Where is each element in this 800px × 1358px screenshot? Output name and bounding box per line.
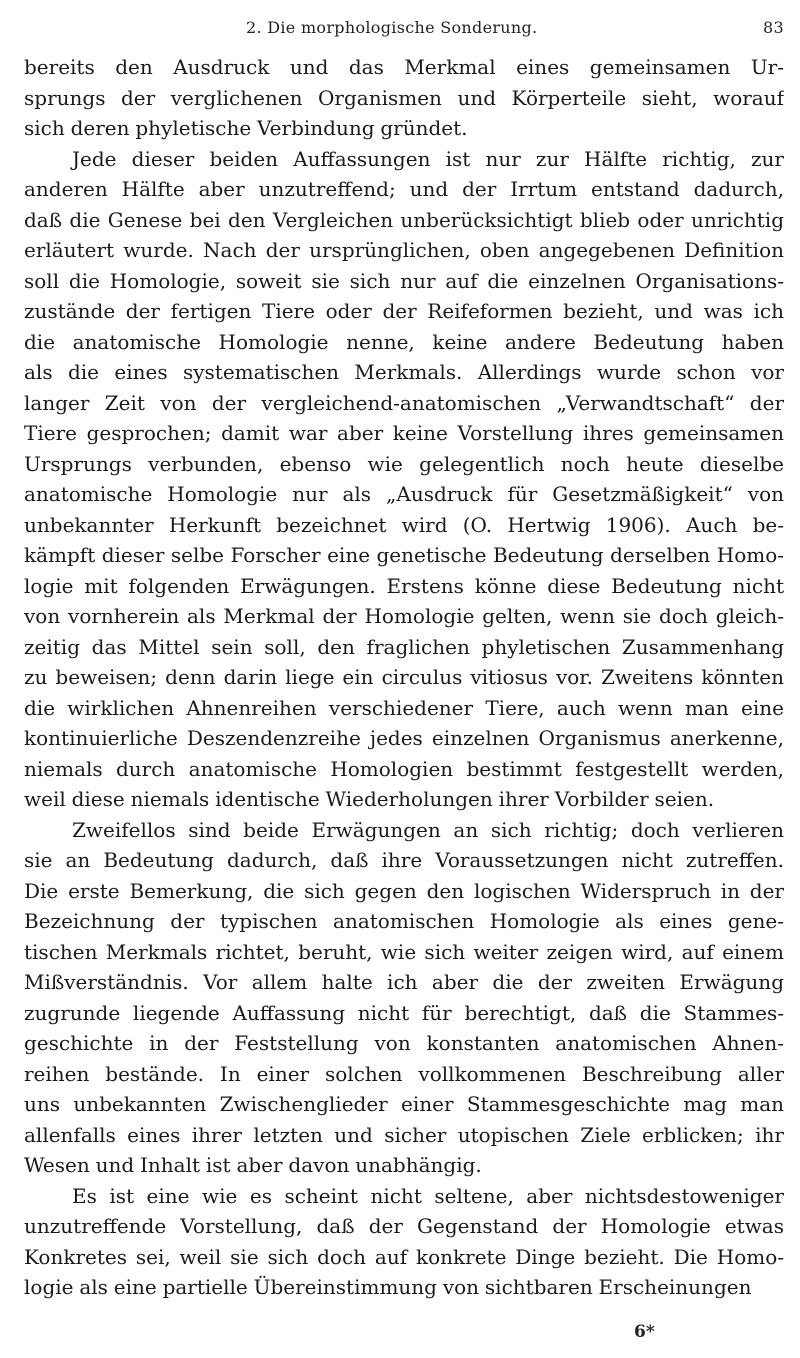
printer-signature: 6* — [634, 1322, 655, 1342]
text-line: kämpft dieser selbe Forscher eine genetische Bedeutung derselben Homo- — [24, 543, 784, 567]
text-line: tischen Merkmals richtet, beruht, wie sich weiter zeigen wird, auf einem — [24, 939, 784, 964]
text-line: zeitig das Mittel sein soll, den fraglichen phyletischen Zusammenhang — [24, 634, 784, 659]
paragraph — [24, 52, 784, 144]
text-line: sie an Bedeutung dadurch, daß ihre Voraussetzungen nicht zutreffen. — [24, 848, 784, 872]
text-line: geschichte in der Feststellung von konstanten anatomischen Ahnen- — [24, 1031, 784, 1055]
text-line: Mißverständnis. Vor allem halte ich aber die der zweiten Erwägung — [24, 970, 784, 994]
text-line: die anatomische Homologie nenne, keine andere Bedeutung haben — [24, 329, 784, 354]
book-page — [24, 18, 784, 1303]
body-text — [24, 52, 784, 1303]
text-line: zugrunde liegende Auffassung nicht für berechtigt, daß die Stammes- — [24, 1000, 784, 1025]
text-line: zustände der fertigen Tiere oder der Reifeformen bezieht, und was ich — [24, 299, 784, 323]
text-line: reihen bestände. In einer solchen vollkommenen Beschreibung aller — [24, 1061, 784, 1086]
text-line: bereits den Ausdruck und das Merkmal eines gemeinsamen Ur- — [24, 55, 784, 79]
text-line: sprungs der verglichenen Organismen und Körperteile sieht, worauf — [24, 85, 784, 110]
text-line: langer Zeit von der vergleichend-anatomischen „Verwandtschaft“ der — [24, 390, 784, 415]
text-line: Tiere gesprochen; damit war aber keine Vorstellung ihres gemeinsamen — [24, 421, 784, 445]
text-line: die wirklichen Ahnenreihen verschiedener Tiere, auch wenn man eine — [24, 695, 784, 720]
text-line: niemals durch anatomische Homologien bestimmt festgestellt werden, — [24, 756, 784, 781]
text-line: logie mit folgenden Erwägungen. Erstens könne diese Bedeutung nicht — [24, 573, 784, 598]
text-line: daß die Genese bei den Vergleichen unberücksichtigt blieb oder unrichtig — [24, 207, 784, 232]
text-line: Ursprungs verbunden, ebenso wie gelegentlich noch heute dieselbe — [24, 451, 784, 476]
text-line: als die eines systematischen Merkmals. Allerdings wurde schon vor — [24, 360, 784, 384]
text-line: uns unbekannten Zwischenglieder einer Stammesgeschichte mag man — [24, 1092, 784, 1116]
text-line: sich deren phyletische Verbindung gründet. — [24, 116, 468, 140]
page-number: 83 — [763, 18, 784, 37]
text-line: allenfalls eines ihrer letzten und sicher utopischen Ziele erblicken; ihr — [24, 1122, 784, 1147]
text-line: logie als eine partielle Übereinstimmung von sichtbaren Erscheinungen — [24, 1275, 752, 1299]
paragraph — [24, 1181, 784, 1303]
text-line: von vornherein als Merkmal der Homologie gelten, wenn sie doch gleich- — [24, 604, 784, 628]
text-line: weil diese niemals identische Wiederholungen ihrer Vorbilder seien. — [24, 787, 715, 811]
text-line: zu beweisen; denn darin liege ein circulus vitiosus vor. Zweitens könnten — [24, 665, 784, 689]
text-line: anatomische Homologie nur als „Ausdruck für Gesetzmäßigkeit“ von — [24, 482, 784, 506]
text-line: erläutert wurde. Nach der ursprünglichen, oben angegebenen Definition — [24, 238, 784, 262]
text-line: Bezeichnung der typischen anatomischen Homologie als eines gene- — [24, 909, 784, 933]
paragraph — [24, 815, 784, 1181]
text-line: soll die Homologie, soweit sie sich nur auf die einzelnen Organisations- — [24, 268, 784, 293]
text-line: Wesen und Inhalt ist aber davon unabhängig. — [24, 1153, 482, 1177]
paragraph — [24, 144, 784, 815]
text-line: Die erste Bemerkung, die sich gegen den logischen Widerspruch in der — [24, 878, 784, 903]
text-line: unzutreffende Vorstellung, daß der Gegenstand der Homologie etwas — [24, 1214, 784, 1238]
running-title: 2. Die morphologische Sonderung. — [246, 18, 538, 37]
text-line: Konkretes sei, weil sie sich doch auf konkrete Dinge bezieht. Die Homo- — [24, 1244, 784, 1269]
text-line: Es ist eine wie es scheint nicht seltene, aber nichtsdestoweniger — [72, 1183, 784, 1208]
text-line: kontinuierliche Deszendenzreihe jedes einzelnen Organismus anerkenne, — [24, 726, 784, 750]
text-line: anderen Hälfte aber unzutreffend; und der Irrtum entstand dadurch, — [24, 177, 784, 201]
text-line: Zweifellos sind beide Erwägungen an sich richtig; doch verlieren — [72, 817, 784, 842]
running-header — [24, 18, 784, 52]
text-line: Jede dieser beiden Auffassungen ist nur zur Hälfte richtig, zur — [72, 146, 784, 171]
text-line: unbekannter Herkunft bezeichnet wird (O. Hertwig 1906). Auch be- — [24, 512, 784, 537]
